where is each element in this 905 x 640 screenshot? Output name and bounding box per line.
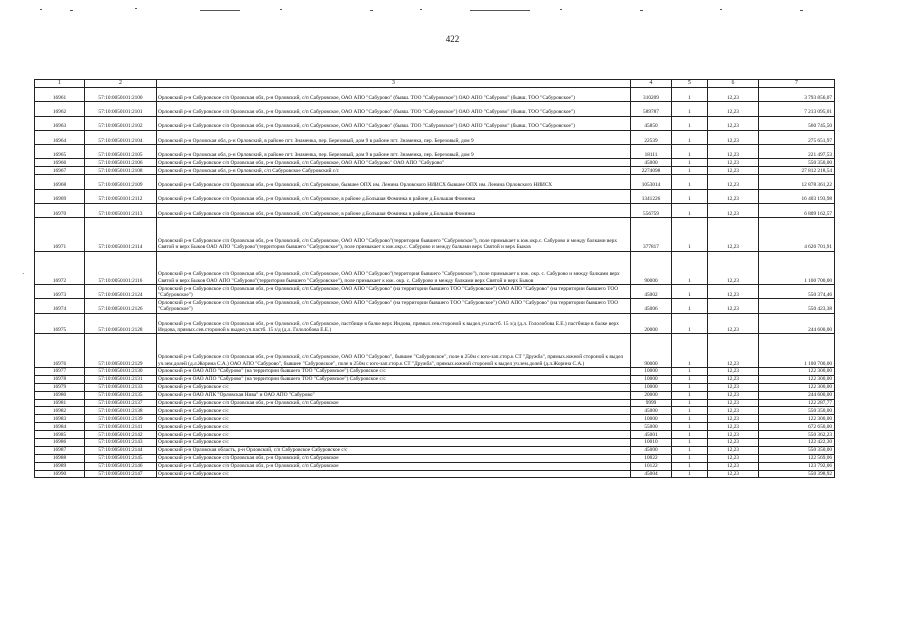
- cadastral-number-cell: 57:10:0050101:2141: [85, 423, 157, 431]
- cadastral-number-cell: 57:10:0050101:2128: [85, 313, 157, 334]
- share-cell: 1: [672, 130, 708, 144]
- share-cell: 1: [672, 116, 708, 130]
- unit-price-cell: 12,23: [708, 159, 759, 167]
- area-cell: 20000: [631, 391, 672, 399]
- area-cell: 20000: [631, 313, 672, 334]
- unit-price-cell: 12,23: [708, 313, 759, 334]
- cadastral-number-cell: 57:10:0050101:2137: [85, 399, 157, 407]
- table-row: [35, 446, 835, 454]
- row-number-cell: 16970: [35, 203, 85, 217]
- cadastral-number-cell: 57:10:0050101:2112: [85, 189, 157, 203]
- cadastral-number-cell: 57:10:0050101:2142: [85, 431, 157, 439]
- share-cell: 1: [672, 399, 708, 407]
- location-description-cell: Орловский р-н Сабуровское с/п Орловская обл, р-н Орловский, с/п Сабуровское, ОАО АПО "Сабурово" (на территории бывшего ТОО "Сабуровское") ОАО АПО "Сабурово" (на территории бывшего ТОО "Сабуровское"): [157, 285, 631, 299]
- share-cell: 1: [672, 218, 708, 252]
- row-number-cell: 16983: [35, 415, 85, 423]
- row-number-cell: 16967: [35, 167, 85, 175]
- cadastral-value-cell: 221 497,53: [759, 145, 835, 159]
- location-description-cell: Орловский р-н ОАО АПО "Сабурово" (на территории бывшего ТОО "Сабуровское") Сабуровское с/с: [157, 367, 631, 375]
- table-row: [35, 299, 835, 313]
- table-row: [35, 334, 835, 368]
- table-row: [35, 415, 835, 423]
- cadastral-number-cell: 57:10:0050101:2104: [85, 130, 157, 144]
- unit-price-cell: 12,23: [708, 167, 759, 175]
- area-cell: 10010: [631, 438, 672, 446]
- row-number-cell: 16978: [35, 375, 85, 383]
- table-row: [35, 462, 835, 470]
- unit-price-cell: 12,23: [708, 203, 759, 217]
- location-description-cell: Орловский р-н Сабуровское с/п Орловская обл, р-н Орловский, с/п Сабуровское, ОАО АПО "Сабурово"(территория бывшего "Сабуровское"), поле примыкает к юж. окр. с. Сабурово и между балками верх Святой и верх Быков ОАО АПО "Сабурово"(территория бывшего "Сабуровское"), поле примыкает к юж. окр. с. Сабурово и между балками верх Святой и верх Быков: [157, 251, 631, 285]
- cadastral-number-cell: 57:10:0050101:2138: [85, 407, 157, 415]
- area-cell: 10000: [631, 375, 672, 383]
- cadastral-value-cell: 122 422,30: [759, 438, 835, 446]
- location-description-cell: Орловский р-н ОАО АПК "Орловская Нива" и ОАО АПО "Сабурово": [157, 391, 631, 399]
- cadastral-value-cell: 1 100 700,00: [759, 251, 835, 285]
- cadastral-value-cell: 27 812 218,54: [759, 167, 835, 175]
- table-row: [35, 145, 835, 159]
- area-cell: 9999: [631, 399, 672, 407]
- cadastral-number-cell: 57:10:0050101:2131: [85, 375, 157, 383]
- unit-price-cell: 12,23: [708, 299, 759, 313]
- cadastral-number-cell: 57:10:0050101:2108: [85, 167, 157, 175]
- unit-price-cell: 12,23: [708, 415, 759, 423]
- area-cell: 90000: [631, 251, 672, 285]
- cadastral-number-cell: 57:10:0050101:2113: [85, 203, 157, 217]
- table-row: [35, 285, 835, 299]
- location-description-cell: Орловский р-н Сабуровское с/с: [157, 470, 631, 478]
- area-cell: 377817: [631, 218, 672, 252]
- share-cell: 1: [672, 189, 708, 203]
- cadastral-value-cell: 550 362,23: [759, 431, 835, 439]
- cadastral-value-cell: 550 350,00: [759, 159, 835, 167]
- location-description-cell: Орловский р-н Сабуровское с/п Орловская обл, р-н Орловский, с/п Сабуровское, ОАО АПО "Сабурово" ОАО АПО "Сабурово": [157, 159, 631, 167]
- location-description-cell: Орловский р-н Сабуровское с/п Орловская обл, р-н Орловский, с/п Сабуровское, ОАО АПО "Сабурово" (бывш. ТОО "Сабуровское") ОАО АПО "Сабурово" (бывш. ТОО "Сабуровское"): [157, 116, 631, 130]
- table-row: [35, 189, 835, 203]
- share-cell: 1: [672, 415, 708, 423]
- area-cell: 45006: [631, 299, 672, 313]
- share-cell: 1: [672, 446, 708, 454]
- cadastral-number-cell: 57:10:0050101:2130: [85, 367, 157, 375]
- cadastral-value-cell: 7 213 095,01: [759, 102, 835, 116]
- area-cell: 1341226: [631, 189, 672, 203]
- cadastral-value-cell: 3 793 856,07: [759, 88, 835, 102]
- unit-price-cell: 12,23: [708, 189, 759, 203]
- column-header-3: 3: [157, 80, 631, 88]
- location-description-cell: Орловский р-н Сабуровское с/п Орловская обл, р-н Орловский, с/п Сабуровское, пастбище в балке верх Индова, прямых.сев.стороной к выдел.уч.пастб. 15 з/д (д.л. Гололобова Е.Е.) пастбище в балке верх Индова, прямых.сев.стороной к выдел.уч.пастб. 15 з/д (д.л. Гололобова Е.Е.): [157, 313, 631, 334]
- location-description-cell: Орловский р-н Орловская область, р-н Орловский, с/п Сабуровское Сабуровское с/с: [157, 446, 631, 454]
- location-description-cell: Орловский р-н Сабуровское с/п Орловская обл, р-н Орловский, с/п Сабуровское: [157, 399, 631, 407]
- area-cell: 45850: [631, 116, 672, 130]
- cadastral-value-cell: 16 403 193,98: [759, 189, 835, 203]
- table-row: [35, 313, 835, 334]
- cadastral-value-cell: 550 398,92: [759, 470, 835, 478]
- area-cell: 45004: [631, 470, 672, 478]
- cadastral-number-cell: 57:10:0050101:2100: [85, 88, 157, 102]
- cadastral-number-cell: 57:10:0050101:2116: [85, 251, 157, 285]
- location-description-cell: Орловский р-н Сабуровское с/с: [157, 431, 631, 439]
- cadastral-number-cell: 57:10:0050101:2114: [85, 218, 157, 252]
- location-description-cell: Орловский р-н Сабуровское с/п Орловская обл, р-н Орловский, с/п Сабуровское, в районе д.Большая Фоминка в районе д.Большая Фоминка: [157, 189, 631, 203]
- unit-price-cell: 12,23: [708, 446, 759, 454]
- cadastral-value-cell: 275 651,97: [759, 130, 835, 144]
- column-header-2: 2: [85, 80, 157, 88]
- column-header-row: [35, 80, 835, 88]
- share-cell: 1: [672, 431, 708, 439]
- share-cell: 1: [672, 145, 708, 159]
- table-row: [35, 251, 835, 285]
- column-header-1: 1: [35, 80, 85, 88]
- row-number-cell: 16989: [35, 462, 85, 470]
- row-number-cell: 16975: [35, 313, 85, 334]
- cadastral-number-cell: 57:10:0050101:2109: [85, 175, 157, 189]
- row-number-cell: 16971: [35, 218, 85, 252]
- row-number-cell: 16987: [35, 446, 85, 454]
- row-number-cell: 16965: [35, 145, 85, 159]
- table-row: [35, 423, 835, 431]
- land-parcels-table: [34, 79, 835, 478]
- unit-price-cell: 12,23: [708, 407, 759, 415]
- table-row: [35, 116, 835, 130]
- location-description-cell: Орловский р-н Орловская обл, р-н Орловский, с/п Сабуровское Сабуровский с/с: [157, 167, 631, 175]
- share-cell: 1: [672, 367, 708, 375]
- table-row: [35, 454, 835, 462]
- cadastral-number-cell: 57:10:0050101:2106: [85, 159, 157, 167]
- location-description-cell: Орловский р-н Сабуровское с/п Орловская обл, р-н Орловский, с/п Сабуровское, ОАО АПО "Сабурово", бывшее "Сабуровское", поле в 250м с юго-зап.стор.к СТ "Дружба", прямых.южной стороной к выдел уч.зем.долей (д.л.Жорина С.А.) ОАО АПО "Сабурово", бывшее "Сабуровское", поле в 250м с юго-зап.стор.к СТ "Дружба", прямых.южной стороной к выдел уч.зем.долей (д.л.Жорина С.А.): [157, 334, 631, 368]
- row-number-cell: 16973: [35, 285, 85, 299]
- table-row: [35, 167, 835, 175]
- share-cell: 1: [672, 159, 708, 167]
- cadastral-number-cell: 57:10:0050101:2147: [85, 470, 157, 478]
- share-cell: 1: [672, 391, 708, 399]
- unit-price-cell: 12,23: [708, 383, 759, 391]
- cadastral-number-cell: 57:10:0050101:2101: [85, 102, 157, 116]
- cadastral-value-cell: 244 600,00: [759, 313, 835, 334]
- cadastral-value-cell: 122 300,00: [759, 367, 835, 375]
- unit-price-cell: 12,23: [708, 423, 759, 431]
- unit-price-cell: 12,23: [708, 367, 759, 375]
- location-description-cell: Орловский р-н Сабуровское с/с: [157, 423, 631, 431]
- area-cell: 556759: [631, 203, 672, 217]
- unit-price-cell: 12,23: [708, 88, 759, 102]
- cadastral-number-cell: 57:10:0050101:2126: [85, 299, 157, 313]
- row-number-cell: 16974: [35, 299, 85, 313]
- area-cell: 45000: [631, 446, 672, 454]
- cadastral-value-cell: 672 650,00: [759, 423, 835, 431]
- unit-price-cell: 12,23: [708, 399, 759, 407]
- cadastral-number-cell: 57:10:0050101:2105: [85, 145, 157, 159]
- cadastral-value-cell: 123 792,06: [759, 462, 835, 470]
- area-cell: 10000: [631, 415, 672, 423]
- cadastral-number-cell: 57:10:0050101:2133: [85, 383, 157, 391]
- scan-noise-marks: [40, 6, 860, 16]
- share-cell: 1: [672, 299, 708, 313]
- table-row: [35, 102, 835, 116]
- table-row: [35, 399, 835, 407]
- scan-mark: ·: [22, 270, 25, 278]
- cadastral-value-cell: 4 620 701,91: [759, 218, 835, 252]
- cadastral-value-cell: 6 809 162,57: [759, 203, 835, 217]
- unit-price-cell: 12,23: [708, 454, 759, 462]
- cadastral-value-cell: 122 287,77: [759, 399, 835, 407]
- location-description-cell: Орловский р-н Сабуровское с/с: [157, 407, 631, 415]
- area-cell: 45001: [631, 431, 672, 439]
- unit-price-cell: 12,23: [708, 375, 759, 383]
- table-row: [35, 130, 835, 144]
- row-number-cell: 16986: [35, 438, 85, 446]
- area-cell: 1053014: [631, 175, 672, 189]
- share-cell: 1: [672, 102, 708, 116]
- table-row: [35, 407, 835, 415]
- row-number-cell: 16972: [35, 251, 85, 285]
- location-description-cell: Орловский р-н Сабуровское с/с: [157, 438, 631, 446]
- row-number-cell: 16984: [35, 423, 85, 431]
- cadastral-value-cell: 122 300,00: [759, 415, 835, 423]
- unit-price-cell: 12,23: [708, 285, 759, 299]
- area-cell: 589787: [631, 102, 672, 116]
- row-number-cell: 16988: [35, 454, 85, 462]
- unit-price-cell: 12,23: [708, 251, 759, 285]
- table-row: [35, 438, 835, 446]
- share-cell: 1: [672, 375, 708, 383]
- location-description-cell: Орловский р-н Сабуровское с/п Орловская обл, р-н Орловский, с/п Сабуровское, ОАО АПО "Сабурово"(территория бывшего "Сабуровское"), поле примыкает к юж.окр.с. Сабурово и между балками верх Святой и верх Быков ОАО АПО "Сабурово"(территория бывшего "Сабуровское"), поле примыкает к юж.окр.с. Сабурово и между балками верх Святой и верх Быков: [157, 218, 631, 252]
- row-number-cell: 16969: [35, 189, 85, 203]
- share-cell: 1: [672, 438, 708, 446]
- share-cell: 1: [672, 407, 708, 415]
- table-row: [35, 431, 835, 439]
- row-number-cell: 16976: [35, 334, 85, 368]
- table-row: [35, 203, 835, 217]
- table-row: [35, 367, 835, 375]
- area-cell: 45000: [631, 407, 672, 415]
- cadastral-number-cell: 57:10:0050101:2135: [85, 391, 157, 399]
- row-number-cell: 16981: [35, 399, 85, 407]
- cadastral-value-cell: 244 600,00: [759, 391, 835, 399]
- unit-price-cell: 12,23: [708, 145, 759, 159]
- share-cell: 1: [672, 383, 708, 391]
- location-description-cell: Орловский р-н Сабуровское с/п Орловская обл, р-н Орловский, с/п Сабуровское, ОАО АПО "Сабурово" (на территории бывшего ТОО "Сабуровское") ОАО АПО "Сабурово" (на территории бывшего ТОО "Сабуровское"): [157, 299, 631, 313]
- table-row: [35, 159, 835, 167]
- cadastral-value-cell: 1 100 700,00: [759, 334, 835, 368]
- share-cell: 1: [672, 313, 708, 334]
- cadastral-number-cell: 57:10:0050101:2146: [85, 462, 157, 470]
- column-header-5: 5: [672, 80, 708, 88]
- row-number-cell: 16964: [35, 130, 85, 144]
- table-row: [35, 88, 835, 102]
- unit-price-cell: 12,23: [708, 431, 759, 439]
- area-cell: 10022: [631, 454, 672, 462]
- cadastral-value-cell: 122 569,06: [759, 454, 835, 462]
- location-description-cell: Орловский р-н Сабуровское с/п Орловская обл, р-н Орловский, с/п Сабуровское, ОАО АПО "Сабурово" (бывш. ТОО "Сабуровское") ОАО АПО "Сабурово" (бывш. ТОО "Сабуровское"): [157, 102, 631, 116]
- unit-price-cell: 12,23: [708, 175, 759, 189]
- area-cell: 10000: [631, 383, 672, 391]
- share-cell: 1: [672, 251, 708, 285]
- column-header-6: 6: [708, 80, 759, 88]
- share-cell: 1: [672, 462, 708, 470]
- location-description-cell: Орловский р-н Сабуровское с/п Орловская обл, р-н Орловский, с/п Сабуровское: [157, 462, 631, 470]
- location-description-cell: Орловский р-н Сабуровское с/п Орловская обл, р-н Орловский, с/п Сабуровское, бывшее ОПХ им. Ленина Орловского НИИСХ бывшее ОПХ им. Ленина Орловского НИИСХ: [157, 175, 631, 189]
- table-row: [35, 218, 835, 252]
- cadastral-value-cell: 550 350,00: [759, 446, 835, 454]
- area-cell: 10122: [631, 462, 672, 470]
- table-row: [35, 391, 835, 399]
- row-number-cell: 16990: [35, 470, 85, 478]
- area-cell: 45000: [631, 159, 672, 167]
- unit-price-cell: 12,23: [708, 334, 759, 368]
- column-header-7: 7: [759, 80, 835, 88]
- page-number: 422: [445, 34, 460, 44]
- cadastral-value-cell: 122 300,00: [759, 375, 835, 383]
- unit-price-cell: 12,23: [708, 438, 759, 446]
- cadastral-number-cell: 57:10:0050101:2102: [85, 116, 157, 130]
- area-cell: 10000: [631, 367, 672, 375]
- share-cell: 1: [672, 423, 708, 431]
- location-description-cell: Орловский р-н ОАО АПО "Сабурово" (на территории бывшего ТОО "Сабуровское") Сабуровское с/с: [157, 375, 631, 383]
- table-row: [35, 175, 835, 189]
- location-description-cell: Орловский р-н Сабуровское с/п Орловская обл, р-н Орловский, с/п Сабуровское, в районе д.Большая Фоминка в районе д.Большая Фоминка: [157, 203, 631, 217]
- cadastral-number-cell: 57:10:0050101:2139: [85, 415, 157, 423]
- share-cell: 1: [672, 454, 708, 462]
- unit-price-cell: 12,23: [708, 116, 759, 130]
- share-cell: 1: [672, 470, 708, 478]
- row-number-cell: 16968: [35, 175, 85, 189]
- area-cell: 55000: [631, 423, 672, 431]
- cadastral-value-cell: 550 374,46: [759, 285, 835, 299]
- unit-price-cell: 12,23: [708, 470, 759, 478]
- unit-price-cell: 12,23: [708, 130, 759, 144]
- share-cell: 1: [672, 334, 708, 368]
- cadastral-value-cell: 550 350,00: [759, 407, 835, 415]
- cadastral-value-cell: 122 300,00: [759, 383, 835, 391]
- row-number-cell: 16962: [35, 102, 85, 116]
- row-number-cell: 16985: [35, 431, 85, 439]
- cadastral-number-cell: 57:10:0050101:2145: [85, 454, 157, 462]
- row-number-cell: 16966: [35, 159, 85, 167]
- area-cell: 310209: [631, 88, 672, 102]
- area-cell: 2274098: [631, 167, 672, 175]
- unit-price-cell: 12,23: [708, 102, 759, 116]
- cadastral-number-cell: 57:10:0050101:2144: [85, 446, 157, 454]
- table-row: [35, 470, 835, 478]
- area-cell: 18111: [631, 145, 672, 159]
- location-description-cell: Орловский р-н Орловская обл, р-н Орловский, в районе пгт. Знаменка, пер. Березовый, дом 9 в районе пгт. Знаменка, пер. Березовый, дом 9: [157, 145, 631, 159]
- location-description-cell: Орловский р-н Сабуровское с/п Орловская обл, р-н Орловский, с/п Сабуровское, ОАО АПО "Сабурово" (бывш. ТОО "Сабуровское") ОАО АПО "Сабурово" (бывш. ТОО "Сабуровское"): [157, 88, 631, 102]
- share-cell: 1: [672, 175, 708, 189]
- location-description-cell: Орловский р-н Сабуровское с/с: [157, 383, 631, 391]
- cadastral-value-cell: 560 745,50: [759, 116, 835, 130]
- unit-price-cell: 12,23: [708, 218, 759, 252]
- column-header-4: 4: [631, 80, 672, 88]
- share-cell: 1: [672, 167, 708, 175]
- cadastral-number-cell: 57:10:0050101:2143: [85, 438, 157, 446]
- table-row: [35, 383, 835, 391]
- row-number-cell: 16963: [35, 116, 85, 130]
- cadastral-number-cell: 57:10:0050101:2124: [85, 285, 157, 299]
- share-cell: 1: [672, 88, 708, 102]
- area-cell: 22539: [631, 130, 672, 144]
- table-row: [35, 375, 835, 383]
- location-description-cell: Орловский р-н Сабуровское с/с: [157, 415, 631, 423]
- share-cell: 1: [672, 285, 708, 299]
- row-number-cell: 16980: [35, 391, 85, 399]
- area-cell: 90000: [631, 334, 672, 368]
- table-body: [35, 88, 835, 478]
- row-number-cell: 16982: [35, 407, 85, 415]
- location-description-cell: Орловский р-н Орловская обл, р-н Орловский, в районе пгт. Знаменка, пер. Березовый, дом 9 в районе пгт. Знаменка, пер. Березовый, дом 9: [157, 130, 631, 144]
- cadastral-value-cell: 550 423,38: [759, 299, 835, 313]
- unit-price-cell: 12,23: [708, 462, 759, 470]
- row-number-cell: 16961: [35, 88, 85, 102]
- area-cell: 45002: [631, 285, 672, 299]
- location-description-cell: Орловский р-н Сабуровское с/п Орловская обл, р-н Орловский, с/п Сабуровское: [157, 454, 631, 462]
- cadastral-number-cell: 57:10:0050101:2129: [85, 334, 157, 368]
- row-number-cell: 16977: [35, 367, 85, 375]
- cadastral-value-cell: 12 878 361,22: [759, 175, 835, 189]
- row-number-cell: 16979: [35, 383, 85, 391]
- share-cell: 1: [672, 203, 708, 217]
- unit-price-cell: 12,23: [708, 391, 759, 399]
